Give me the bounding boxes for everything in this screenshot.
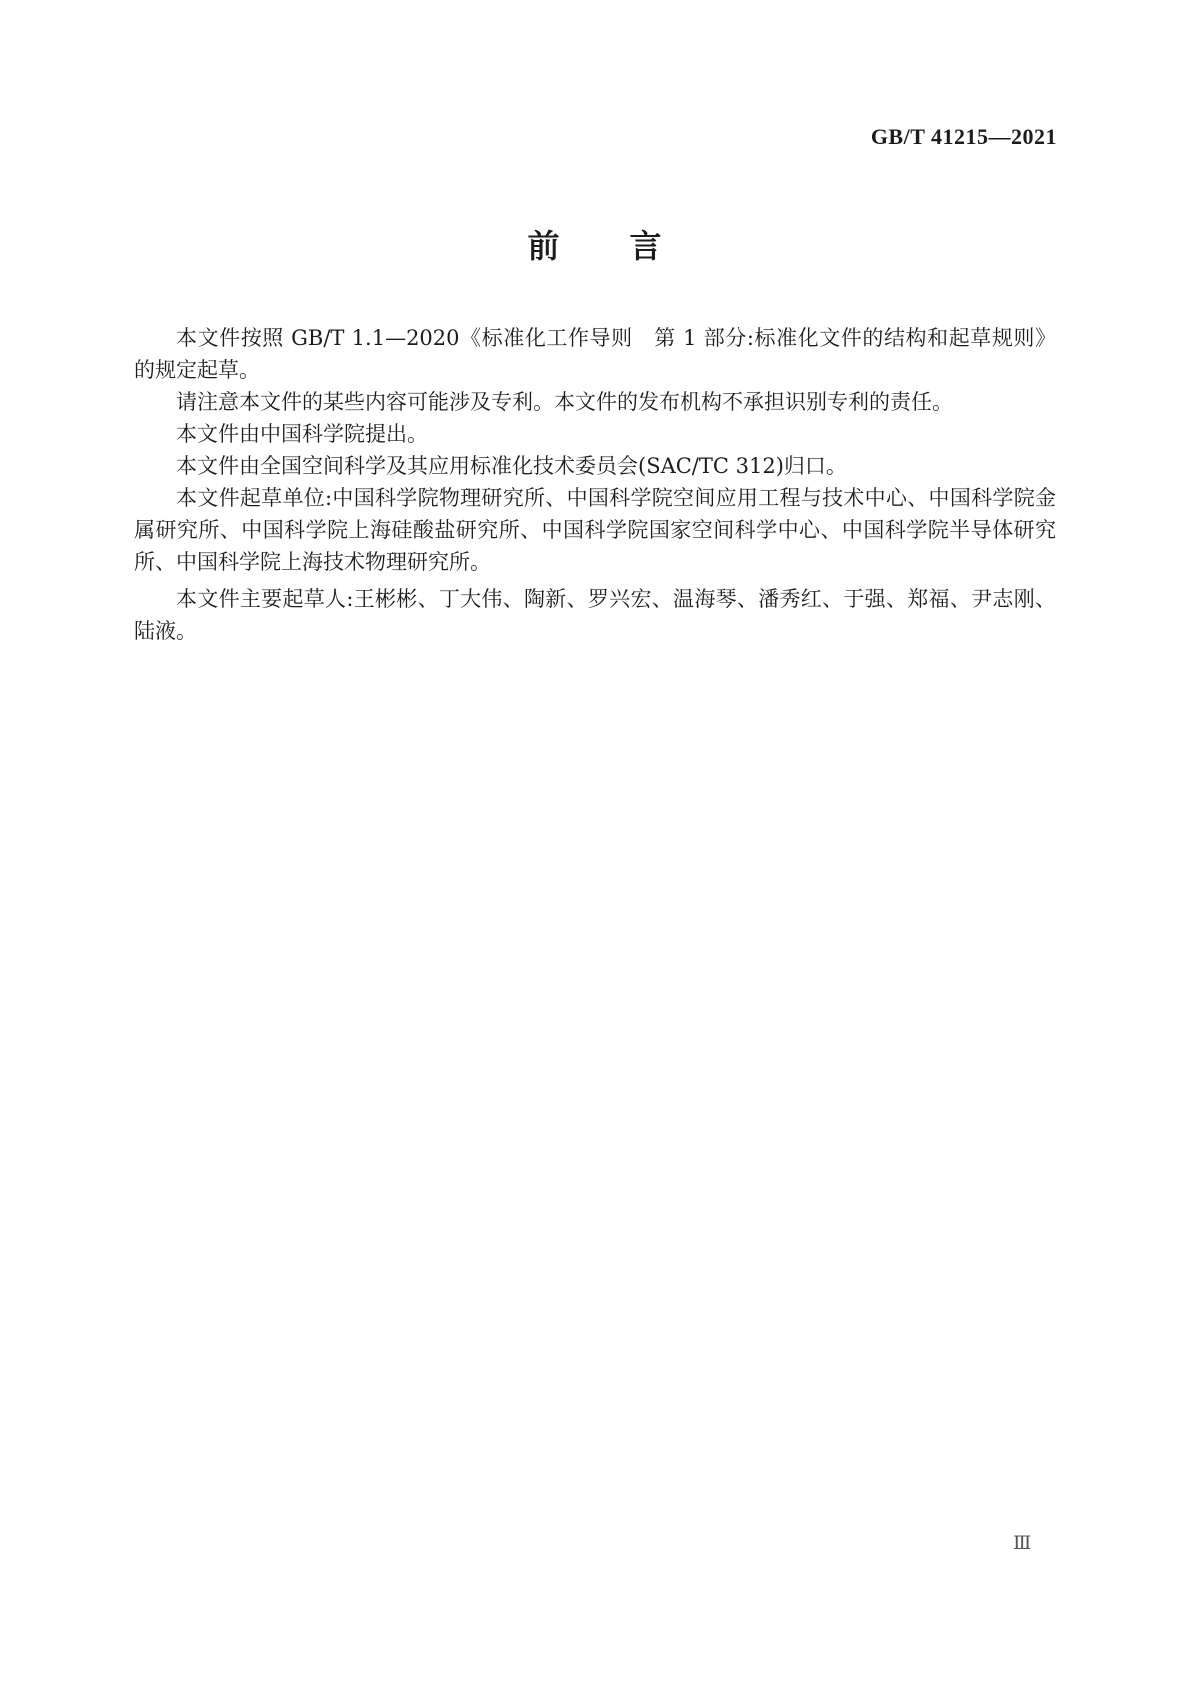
para-committee: 本文件由全国空间科学及其应用标准化技术委员会(SAC/TC 312)归口。 [176,454,847,478]
para-drafting-basis: 本文件按照 GB/T 1.1—2020《标准化工作导则 第 1 部分:标准化文件的结构和起草规则》的规定起草。 [134,326,1056,382]
para-drafting-orgs: 本文件起草单位:中国科学院物理研究所、中国科学院空间应用工程与技术中心、中国科学院金属研究所、中国科学院上海硅酸盐研究所、中国科学院国家空间科学中心、中国科学院半导体研究所、中国科学院上海技术物理研究所。 [134,486,1056,574]
para-drafters: 本文件主要起草人:王彬彬、丁大伟、陶新、罗兴宏、温海琴、潘秀红、于强、郑福、尹志刚、陆液。 [134,587,1056,643]
page-number: Ⅲ [1013,1532,1032,1554]
foreword-body [134,322,1056,647]
para-proposer: 本文件由中国科学院提出。 [176,422,428,446]
para-patent-notice: 请注意本文件的某些内容可能涉及专利。本文件的发布机构不承担识别专利的责任。 [176,390,953,414]
standard-number-header: GB/T 41215—2021 [870,124,1057,149]
foreword-title: 前 言 [527,227,664,265]
